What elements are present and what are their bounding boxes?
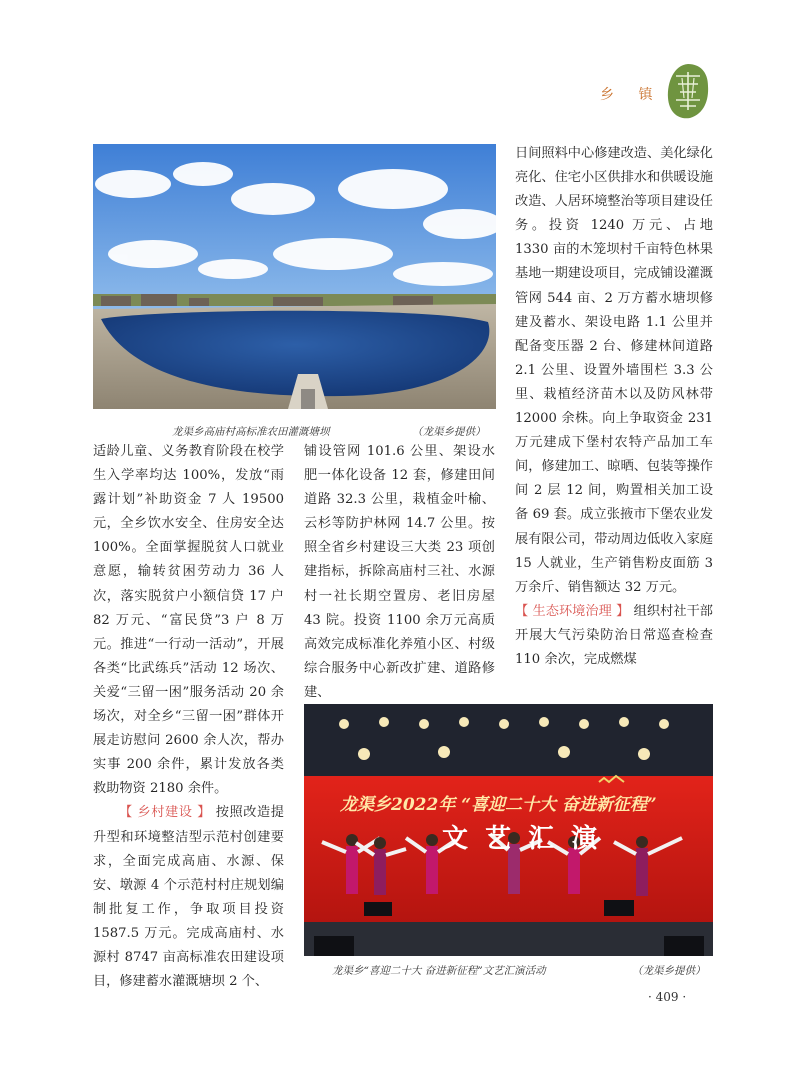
page-number: · 409 ·	[648, 990, 687, 1004]
text-column-right	[515, 142, 713, 672]
photo2-credit: （龙渠乡提供）	[632, 965, 706, 977]
performance-photo	[304, 704, 713, 956]
paragraph: 日间照料中心修建改造、美化绿化亮化、住宅小区供排水和供暖设施改造、人居环境整治等项目建设任务。投资 1240 万元、占地 1330 亩的木笼坝村千亩特色林果基地一期建设项目，完成铺设灌溉管网 544 亩、2 万方蓄水塘坝修建及蓄水、架设电路 1.1 公里并配备变压器 2 台、修建林间道路 2.1 公里、设置外墙围栏 3.3 公里、栽植经济苗木以及防风林带 12000 余株。向上争取资金 231 万元建成下堡村农特产品加工车间，修建加工、晾晒、包装等操作间 2 层 12 间，购置相关加工设备 69 套。成立张掖市下堡农业发展有限公司，带动周边低收入家庭 15 人就业，生产销售粉皮面筋 3 万余斤、销售额达 32 万元。	[515, 146, 713, 595]
paragraph: 铺设管网 101.6 公里、架设水肥一体化设备 12 套，修建田间道路 32.3 公里，栽植金叶榆、云杉等防护林网 14.7 公里。按照全省乡村建设三大类 23 项创建指标，拆除高庙村三社、水源村一社长期空置房、老旧房屋 43 院。投资 1100 余万元高质高效完成标准化养殖小区、村级综合服务中心新改扩建、道路修建、	[304, 444, 495, 700]
text-column-middle	[304, 440, 495, 705]
text-column-left	[93, 440, 284, 994]
eco-section	[515, 600, 713, 672]
village-section	[93, 801, 284, 994]
section-heading-eco: 【 生态环境治理 】	[515, 603, 630, 619]
paragraph: 按照改造提升型和环境整洁型示范村创建要求，全面完成高庙、水源、保安、墩源 4 个示范村村庄规划编制批复工作，争取项目投资 1587.5 万元。完成高庙村、水源村 8747 亩高标准农田建设项目，修建蓄水灌溉塘坝 2 个、	[93, 805, 284, 990]
photo1-caption: 龙渠乡高庙村高标准农田灌溉塘坝	[172, 426, 330, 438]
photo1-credit: （龙渠乡提供）	[412, 426, 486, 438]
paragraph: 适龄儿童、义务教育阶段在校学生入学率均达 100%，发放“雨露计划”补助资金 7 人 19500 元，全乡饮水安全、住房安全达 100%。全面掌握脱贫人口就业意愿，输转贫困劳动力 36 人次，落实脱贫户小额信贷 17 户 82 万元、“富民贷”3 户 8 万元。推进“一行动一活动”，开展各类“比武练兵”活动 12 场次、关爱“三留一困”服务活动 20 余场次，对全乡“三留一困”群体开展走访慰问 2600 余人次，帮办实事 200 余件，累计发放各类救助物资 2180 余件。	[93, 444, 284, 797]
seal-stamp-icon	[666, 62, 710, 120]
stage-banner-subtitle: 文 艺 汇 演	[442, 824, 602, 854]
section-label: 乡 镇	[600, 87, 663, 103]
photo2-caption: 龙渠乡“喜迎二十大 奋进新征程”文艺汇演活动	[332, 965, 546, 977]
paragraph: 组织村社干部开展大气污染防治日常巡查检查 110 余次，完成燃煤	[515, 603, 713, 667]
section-heading-village: 【 乡村建设 】	[119, 805, 212, 821]
reservoir-photo	[93, 144, 496, 409]
stage-banner-title: 龙渠乡2022年 “喜迎二十大 奋进新征程”	[340, 795, 657, 815]
